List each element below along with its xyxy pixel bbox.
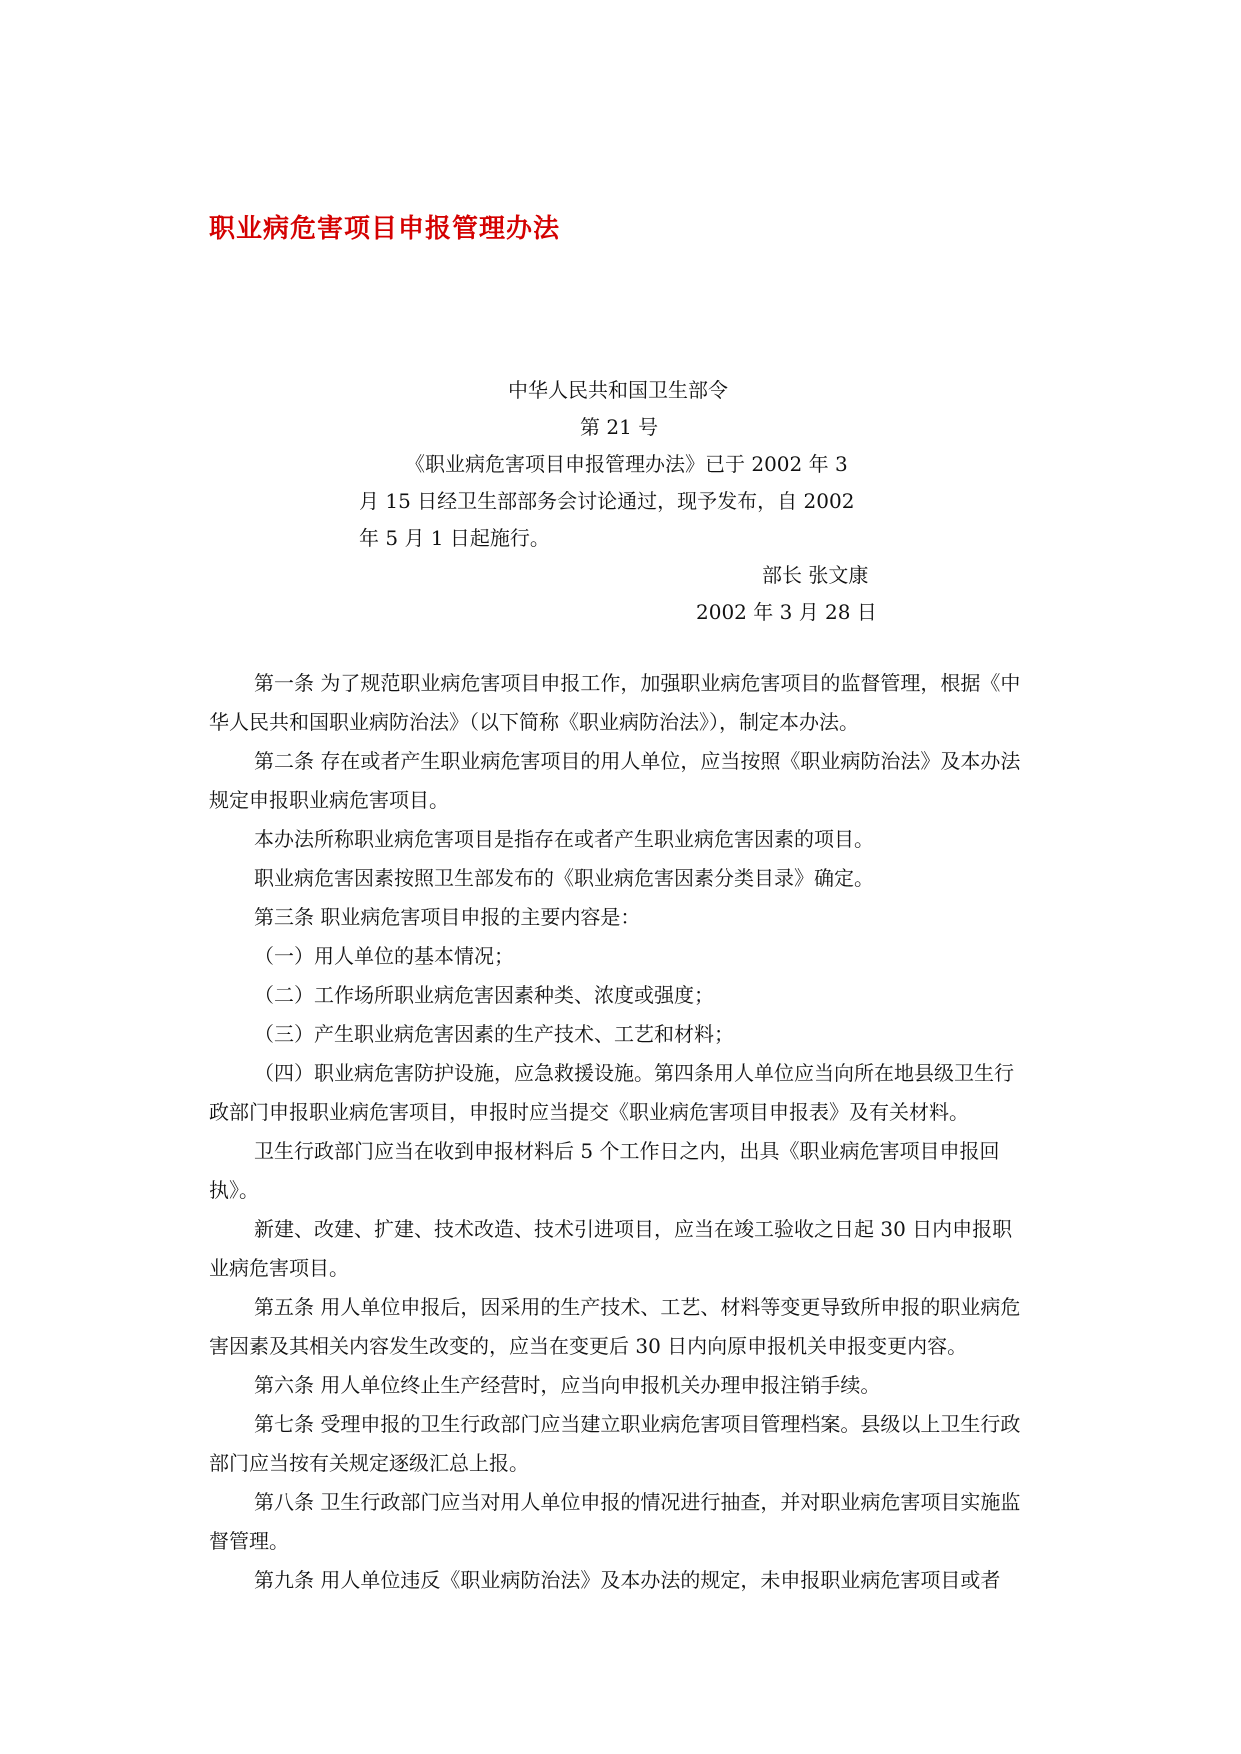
article-1: 第一条 为了规范职业病危害项目申报工作，加强职业病危害项目的监督管理，根据《中华人民共和国职业病防治法》（以下简称《职业病防治法》），制定本办法。 <box>209 671 1021 734</box>
article-8: 第八条 卫生行政部门应当对用人单位申报的情况进行抽查，并对职业病危害项目实施监督管理。 <box>209 1490 1021 1553</box>
article-7: 第七条 受理申报的卫生行政部门应当建立职业病危害项目管理档案。县级以上卫生行政部门应当按有关规定逐级汇总上报。 <box>209 1412 1021 1475</box>
document-body <box>209 664 1031 1600</box>
paragraph-receipt: 卫生行政部门应当在收到申报材料后 5 个工作日之内，出具《职业病危害项目申报回执》。 <box>209 1139 1000 1202</box>
article-9: 第九条 用人单位违反《职业病防治法》及本办法的规定，未申报职业病危害项目或者 <box>254 1568 1001 1592</box>
article-6: 第六条 用人单位终止生产经营时，应当向申报机关办理申报注销手续。 <box>254 1373 881 1397</box>
decree-signature: 部长 张文康 <box>762 563 869 587</box>
paragraph-definition: 本办法所称职业病危害项目是指存在或者产生职业病危害因素的项目。 <box>254 827 874 851</box>
article-3: 第三条 职业病危害项目申报的主要内容是： <box>254 905 641 929</box>
article-5: 第五条 用人单位申报后，因采用的生产技术、工艺、材料等变更导致所申报的职业病危害因素及其相关内容发生改变的，应当在变更后 30 日内向原申报机关申报变更内容。 <box>209 1295 1021 1358</box>
decree-text-line-3: 年 5 月 1 日起施行。 <box>359 526 550 550</box>
list-item-4-article-4: （四）职业病危害防护设施，应急救援设施。第四条用人单位应当向所在地县级卫生行政部门申报职业病危害项目，申报时应当提交《职业病危害项目申报表》及有关材料。 <box>209 1061 1014 1124</box>
paragraph-classification: 职业病危害因素按照卫生部发布的《职业病危害因素分类目录》确定。 <box>254 866 874 890</box>
decree-text-line-1: 《职业病危害项目申报管理办法》已于 2002 年 3 <box>405 452 848 476</box>
paragraph-new-projects: 新建、改建、扩建、技术改造、技术引进项目，应当在竣工验收之日起 30 日内申报职业病危害项目。 <box>209 1217 1013 1280</box>
list-item-3: （三）产生职业病危害因素的生产技术、工艺和材料； <box>254 1022 734 1046</box>
article-2: 第二条 存在或者产生职业病危害项目的用人单位，应当按照《职业病防治法》及本办法规定申报职业病危害项目。 <box>209 749 1021 812</box>
decree-issuer: 中华人民共和国卫生部令 <box>508 378 728 402</box>
decree-number: 第 21 号 <box>580 415 659 439</box>
decree-date: 2002 年 3 月 28 日 <box>696 600 877 624</box>
list-item-1: （一）用人单位的基本情况； <box>254 944 514 968</box>
list-item-2: （二）工作场所职业病危害因素种类、浓度或强度； <box>254 983 714 1007</box>
decree-text-line-2: 月 15 日经卫生部部务会讨论通过，现予发布，自 2002 <box>359 489 855 513</box>
document-title: 职业病危害项目申报管理办法 <box>209 214 561 244</box>
